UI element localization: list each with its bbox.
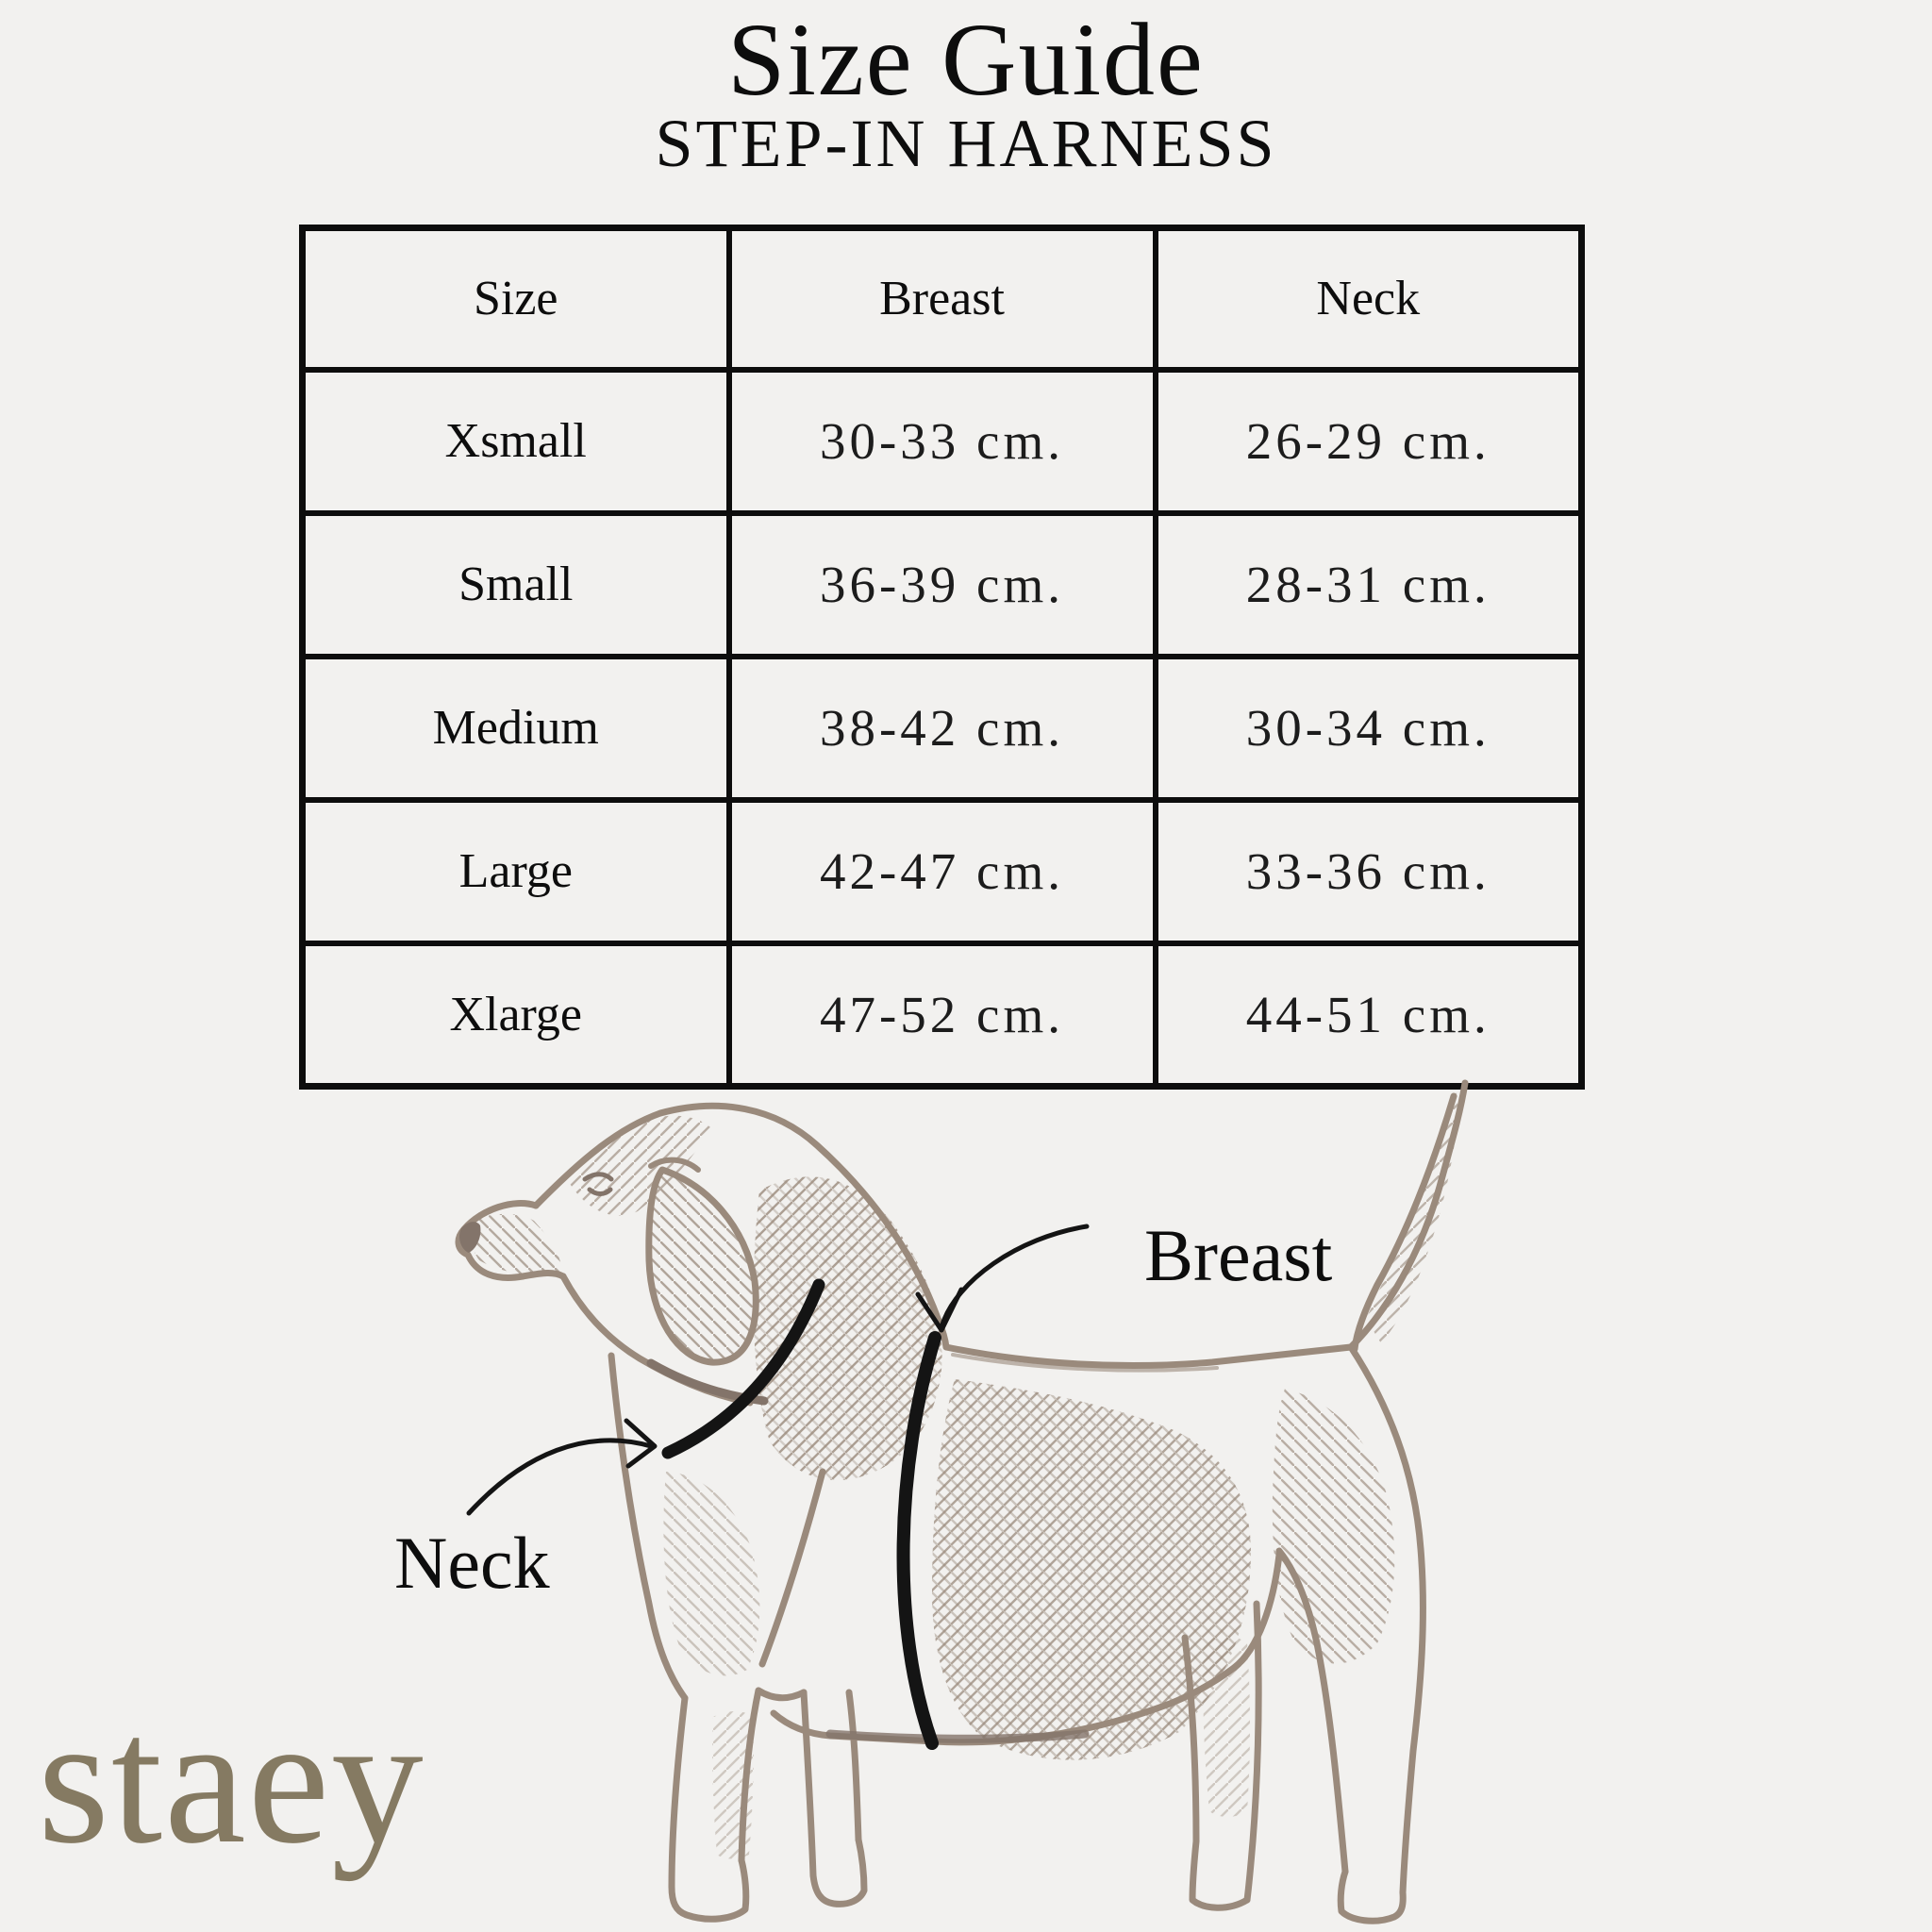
breast-cell: 42-47 cm. xyxy=(729,800,1156,943)
breast-cell: 30-33 cm. xyxy=(729,370,1156,513)
neck-label: Neck xyxy=(394,1522,550,1604)
size-cell: Large xyxy=(303,800,729,943)
table-header-row xyxy=(303,228,1582,370)
table-row xyxy=(303,800,1582,943)
size-cell: Medium xyxy=(303,657,729,800)
page-title: Size Guide xyxy=(727,2,1205,117)
brand-logo: staey xyxy=(38,1678,425,1882)
neck-cell: 33-36 cm. xyxy=(1156,800,1582,943)
size-cell: Xlarge xyxy=(303,943,729,1087)
breast-column-header: Breast xyxy=(729,228,1156,370)
neck-cell: 28-31 cm. xyxy=(1156,513,1582,657)
breast-cell: 38-42 cm. xyxy=(729,657,1156,800)
table-row xyxy=(303,370,1582,513)
breast-arrow-icon xyxy=(942,1226,1087,1324)
table-row xyxy=(303,657,1582,800)
neck-column-header: Neck xyxy=(1156,228,1582,370)
size-cell: Xsmall xyxy=(303,370,729,513)
breast-cell: 47-52 cm. xyxy=(729,943,1156,1087)
size-column-header: Size xyxy=(303,228,729,370)
breast-cell: 36-39 cm. xyxy=(729,513,1156,657)
size-cell: Small xyxy=(303,513,729,657)
table-row xyxy=(303,513,1582,657)
size-table xyxy=(299,225,1585,1090)
page-subtitle: STEP-IN HARNESS xyxy=(655,106,1277,181)
neck-cell: 26-29 cm. xyxy=(1156,370,1582,513)
breast-label: Breast xyxy=(1144,1214,1333,1296)
neck-cell: 44-51 cm. xyxy=(1156,943,1582,1087)
neck-cell: 30-34 cm. xyxy=(1156,657,1582,800)
